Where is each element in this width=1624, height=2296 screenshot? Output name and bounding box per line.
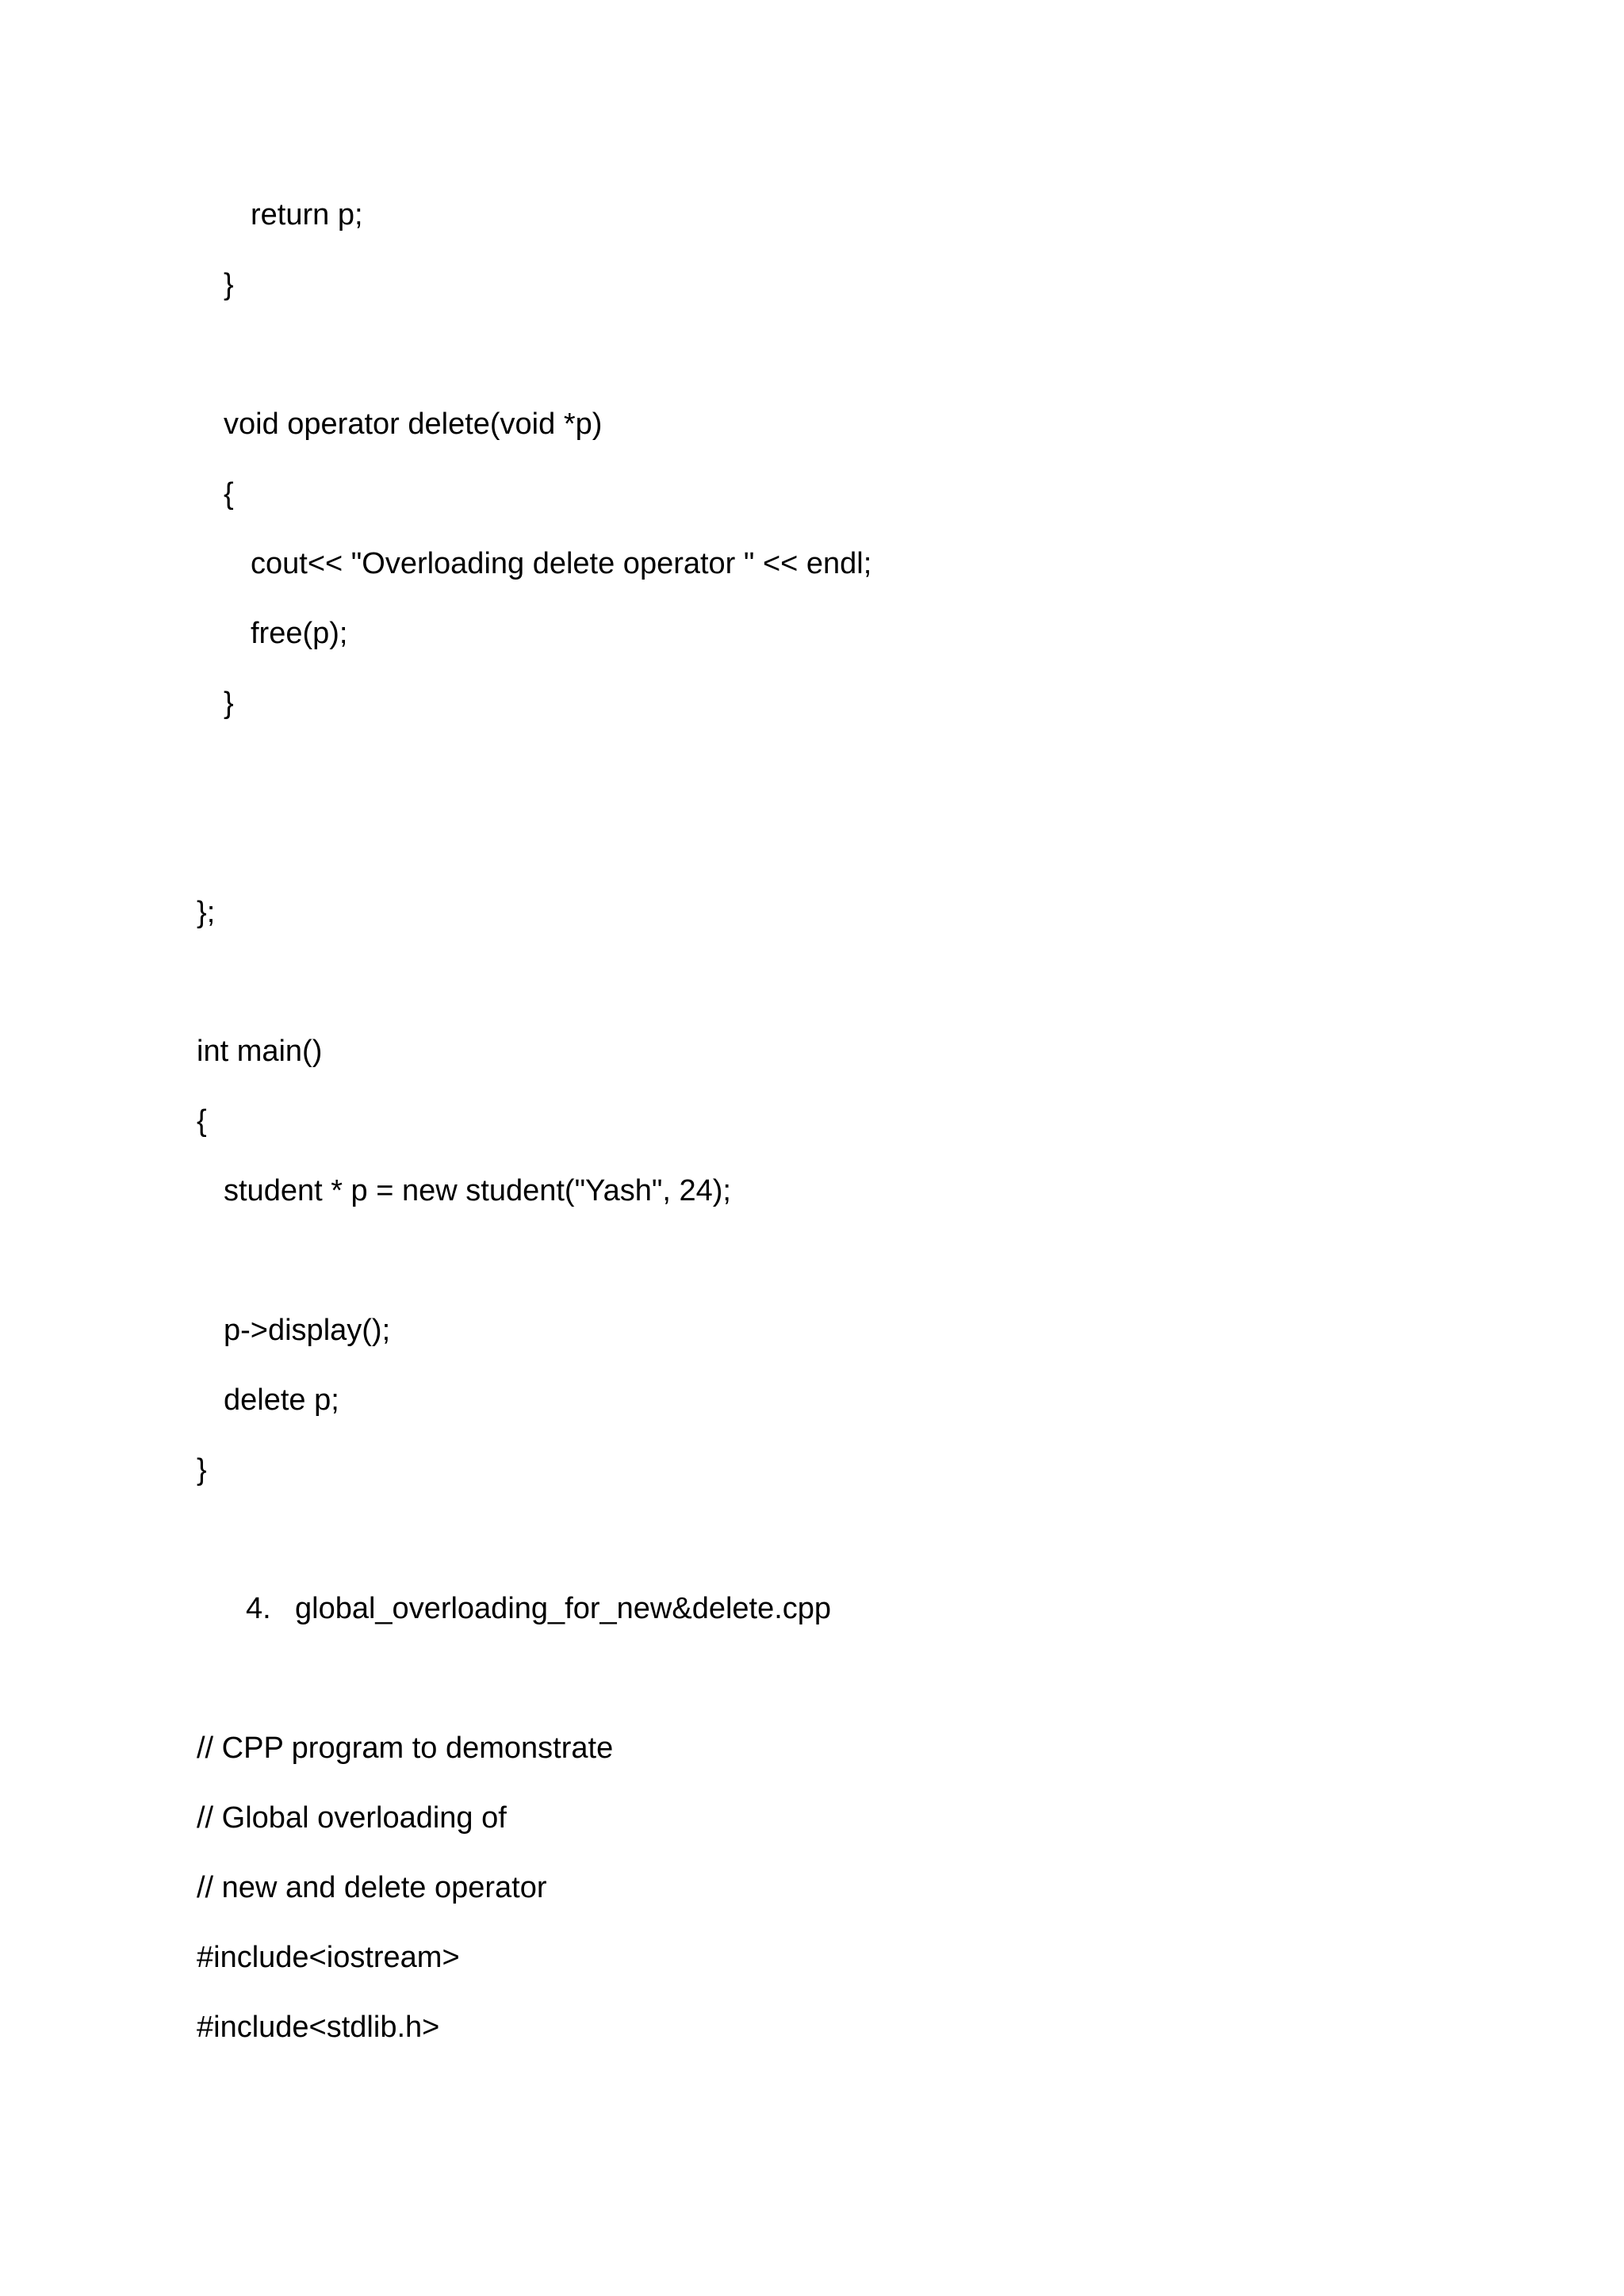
code-line: student * p = new student("Yash", 24); — [224, 1174, 731, 1207]
section-title: global_overloading_for_new&delete.cpp — [295, 1592, 832, 1625]
code-line: int main() — [197, 1035, 323, 1068]
code-line: delete p; — [224, 1383, 339, 1417]
code-line: free(p); — [251, 617, 348, 650]
code-line: { — [197, 1104, 207, 1138]
code-line: void operator delete(void *p) — [224, 408, 603, 441]
code-line: cout<< "Overloading delete operator " << endl; — [251, 547, 872, 580]
code-line: return p; — [251, 198, 363, 232]
code-line: } — [224, 268, 234, 301]
code-line: // new and delete operator — [197, 1871, 547, 1904]
code-line: } — [224, 687, 234, 720]
section-number: 4. — [246, 1592, 271, 1625]
code-line: // CPP program to demonstrate — [197, 1732, 614, 1765]
code-line: #include<stdlib.h> — [197, 2011, 440, 2044]
code-line: // Global overloading of — [197, 1801, 507, 1835]
code-line: } — [197, 1453, 207, 1487]
code-line: }; — [197, 896, 216, 929]
code-line: p->display(); — [224, 1314, 391, 1347]
code-line: { — [224, 477, 234, 511]
section-heading — [246, 1590, 959, 1627]
code-line: #include<iostream> — [197, 1941, 460, 1974]
